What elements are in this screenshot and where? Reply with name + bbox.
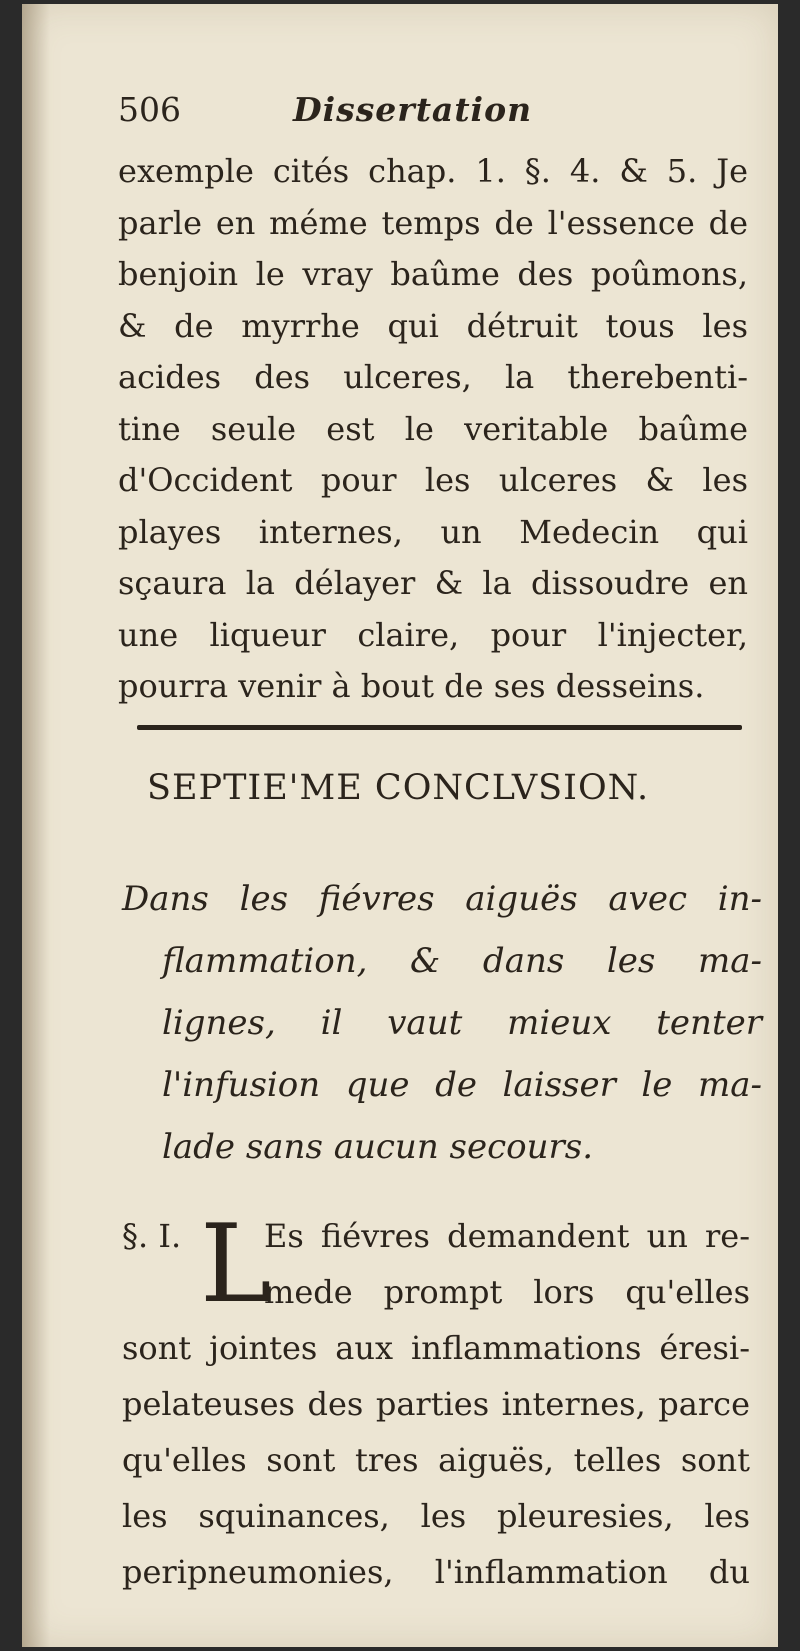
book-page xyxy=(22,4,778,1647)
text-line: exemple cités chap. 1. §. 4. & 5. Je xyxy=(118,152,748,190)
drop-cap: L xyxy=(200,1202,272,1327)
page-header xyxy=(118,90,738,140)
paragraph xyxy=(122,1202,750,1601)
page-gutter-shadow xyxy=(22,4,50,1647)
text-line: pourra venir à bout de ses desseins. xyxy=(118,667,705,705)
text-line: & de myrrhe qui détruit tous les xyxy=(118,306,748,345)
conclusion-line: lignes, il vaut mieux tenter xyxy=(162,1003,762,1043)
conclusion-line: Dans les fiévres aiguës avec in- xyxy=(122,879,762,919)
text-line: playes internes, un Medecin qui xyxy=(118,512,748,551)
section-divider xyxy=(137,725,742,730)
text-line: une liqueur claire, pour l'injecter, xyxy=(118,615,748,654)
paragraph-line: mede prompt lors qu'elles xyxy=(264,1273,750,1311)
section-mark: §. I. xyxy=(122,1217,182,1255)
running-title: Dissertation xyxy=(293,90,533,129)
paragraph-line: Es fiévres demandent un re- xyxy=(264,1217,750,1255)
paragraph-line: sont jointes aux inflammations éresi- xyxy=(122,1329,750,1367)
conclusion-statement xyxy=(122,869,762,1179)
paragraph-line: les squinances, les pleuresies, les xyxy=(122,1497,750,1535)
conclusion-line: l'infusion que de laisser le ma- xyxy=(162,1065,762,1105)
text-line: parle en méme temps de l'essence de xyxy=(118,203,748,242)
text-line: sçaura la délayer & la dissoudre en xyxy=(118,564,748,602)
text-line: d'Occident pour les ulceres & les xyxy=(118,461,748,499)
paragraph-line: qu'elles sont tres aiguës, telles sont xyxy=(122,1441,750,1479)
text-line: benjoin le vray baûme des poûmons, xyxy=(118,255,748,293)
paragraph-line: peripneumonies, l'inflammation du xyxy=(122,1553,750,1591)
text-line: acides des ulceres, la therebenti- xyxy=(118,358,748,396)
paragraph-line: pelateuses des parties internes, parce xyxy=(122,1385,750,1423)
body-text xyxy=(118,146,748,713)
section-heading: SEPTIE'ME CONCLVSION. xyxy=(147,768,650,808)
text-line: tine seule est le veritable baûme xyxy=(118,409,748,448)
page-number: 506 xyxy=(118,90,181,129)
conclusion-line: flammation, & dans les ma- xyxy=(162,941,762,981)
conclusion-line: lade sans aucun secours. xyxy=(162,1127,594,1167)
